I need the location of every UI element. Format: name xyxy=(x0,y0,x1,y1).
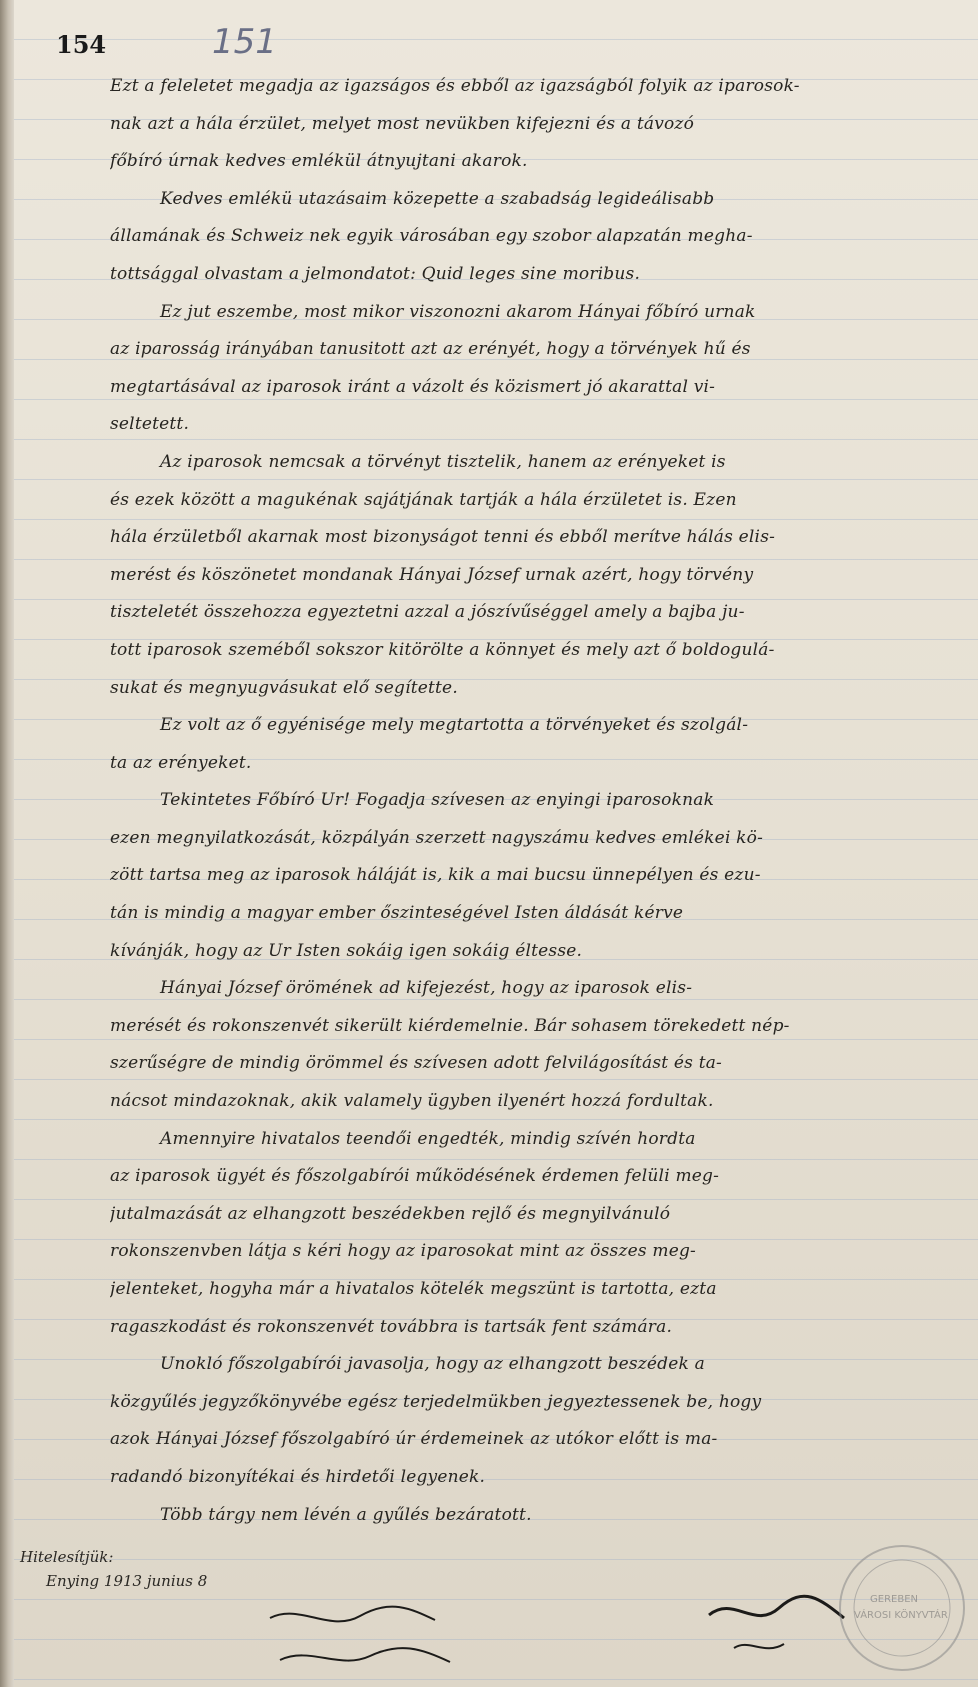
text-line: Hányai József örömének ad kifejezést, hogy az iparosok elis- xyxy=(160,978,693,999)
text-line: rokonszenvben látja s kéri hogy az iparosokat mint az összes meg- xyxy=(110,1241,696,1262)
text-line: szerűségre de mindig örömmel és szívesen adott felvilágosítást és ta- xyxy=(110,1053,723,1074)
text-line: Az iparosok nemcsak a törvényt tisztelik, hanem az erényeket is xyxy=(160,451,726,472)
library-watermark-stamp xyxy=(792,1528,978,1678)
text-line: tott iparosok szeméből sokszor kitörölte a könnyet és mely azt ő boldogulá- xyxy=(110,639,775,660)
text-line: hála érzületből akarnak most bizonyságot tenni és ebből merítve hálás elis- xyxy=(110,527,776,548)
text-line: jelenteket, hogyha már a hivatalos kötelék megszünt is tartotta, ezta xyxy=(110,1279,717,1299)
pencil-page-number: 151 xyxy=(212,22,277,62)
text-line: Kedves emlékü utazásaim közepette a szabadság legideálisabb xyxy=(160,188,715,209)
stamp-line-1: GEREBEN xyxy=(870,1594,918,1605)
text-line: az iparosok ügyét és főszolgabírói működésének érdemen felüli meg- xyxy=(110,1166,720,1187)
text-line: radandó bizonyítékai és hirdetői legyenek. xyxy=(110,1466,486,1487)
text-line: sukat és megnyugvásukat elő segítette. xyxy=(110,677,458,698)
stamp-line-2: VÁROSI KÖNYVTÁR xyxy=(854,1610,948,1621)
text-line: kívánják, hogy az Ur Isten sokáig igen sokáig éltesse. xyxy=(110,940,583,961)
text-line: jutalmazását az elhangzott beszédekben rejlő és megnyilvánuló xyxy=(110,1203,671,1224)
text-line: Ez volt az ő egyénisége mely megtartotta a törvényeket és szolgál- xyxy=(160,715,749,736)
text-line: nak azt a hála érzület, melyet most nevükben kifejezni és a távozó xyxy=(110,113,695,134)
ledger-page xyxy=(14,0,978,1687)
text-line: ta az erényeket. xyxy=(110,752,252,773)
text-line: tán is mindig a magyar ember őszinteségével Isten áldását kérve xyxy=(110,903,684,924)
page-number: 154 xyxy=(56,30,107,59)
text-line: és ezek között a magukénak sajátjának tartják a hála érzületet is. Ezen xyxy=(110,489,737,510)
text-line: Több tárgy nem lévén a gyűlés bezáratott. xyxy=(160,1504,532,1525)
text-line: azok Hányai József főszolgabíró úr érdemeinek az utókor előtt is ma- xyxy=(110,1429,718,1450)
text-line: Tekintetes Főbíró Ur! Fogadja szívesen az enyingi iparosoknak xyxy=(160,790,715,811)
text-line: Unokló főszolgabírói javasolja, hogy az elhangzott beszédek a xyxy=(160,1354,705,1375)
text-line: merést és köszönetet mondanak Hányai József urnak azért, hogy törvény xyxy=(110,564,754,585)
text-line: Amennyire hivatalos teendői engedték, mindig szívén hordta xyxy=(160,1128,696,1149)
text-line: közgyűlés jegyzőkönyvébe egész terjedelmükben jegyeztessenek be, hogy xyxy=(110,1391,762,1412)
authentication-label: Hitelesítjük: xyxy=(20,1548,114,1566)
left-signatures xyxy=(260,1598,460,1678)
text-line: seltetett. xyxy=(110,414,190,435)
text-line: megtartásával az iparosok iránt a vázolt és közismert jó akarattal vi- xyxy=(110,376,716,397)
book-binding-edge xyxy=(0,0,14,1687)
text-line: Ezt a feleletet megadja az igazságos és ebből az igazságból folyik az iparosok- xyxy=(110,76,800,96)
text-line: államának és Schweiz nek egyik városában egy szobor alapzatán megha- xyxy=(110,226,753,247)
text-line: tiszteletét összehozza egyeztetni azzal a jószívűséggel amely a bajba ju- xyxy=(110,602,745,623)
text-line: Ez jut eszembe, most mikor viszonozni akarom Hányai főbíró urnak xyxy=(160,301,756,322)
text-line: ragaszkodást és rokonszenvét továbbra is tartsák fent számára. xyxy=(110,1316,673,1337)
text-line: zött tartsa meg az iparosok háláját is, kik a mai bucsu ünnepélyen és ezu- xyxy=(110,865,761,886)
authentication-date: Enying 1913 junius 8 xyxy=(46,1572,208,1590)
handwritten-minutes-text xyxy=(110,68,940,1534)
text-line: tottsággal olvastam a jelmondatot: Quid leges sine moribus. xyxy=(110,263,641,284)
text-line: főbíró úrnak kedves emlékül átnyujtani akarok. xyxy=(110,151,528,172)
text-line: ezen megnyilatkozását, közpályán szerzett nagyszámu kedves emlékei kö- xyxy=(110,827,764,848)
text-line: az iparosság irányában tanusitott azt az erényét, hogy a törvények hű és xyxy=(110,339,751,360)
authentication-note xyxy=(20,1545,260,1593)
text-line: merését és rokonszenvét sikerült kiérdemelnie. Bár sohasem törekedett nép- xyxy=(110,1015,790,1036)
text-line: nácsot mindazoknak, akik valamely ügyben ilyenért hozzá fordultak. xyxy=(110,1091,714,1112)
